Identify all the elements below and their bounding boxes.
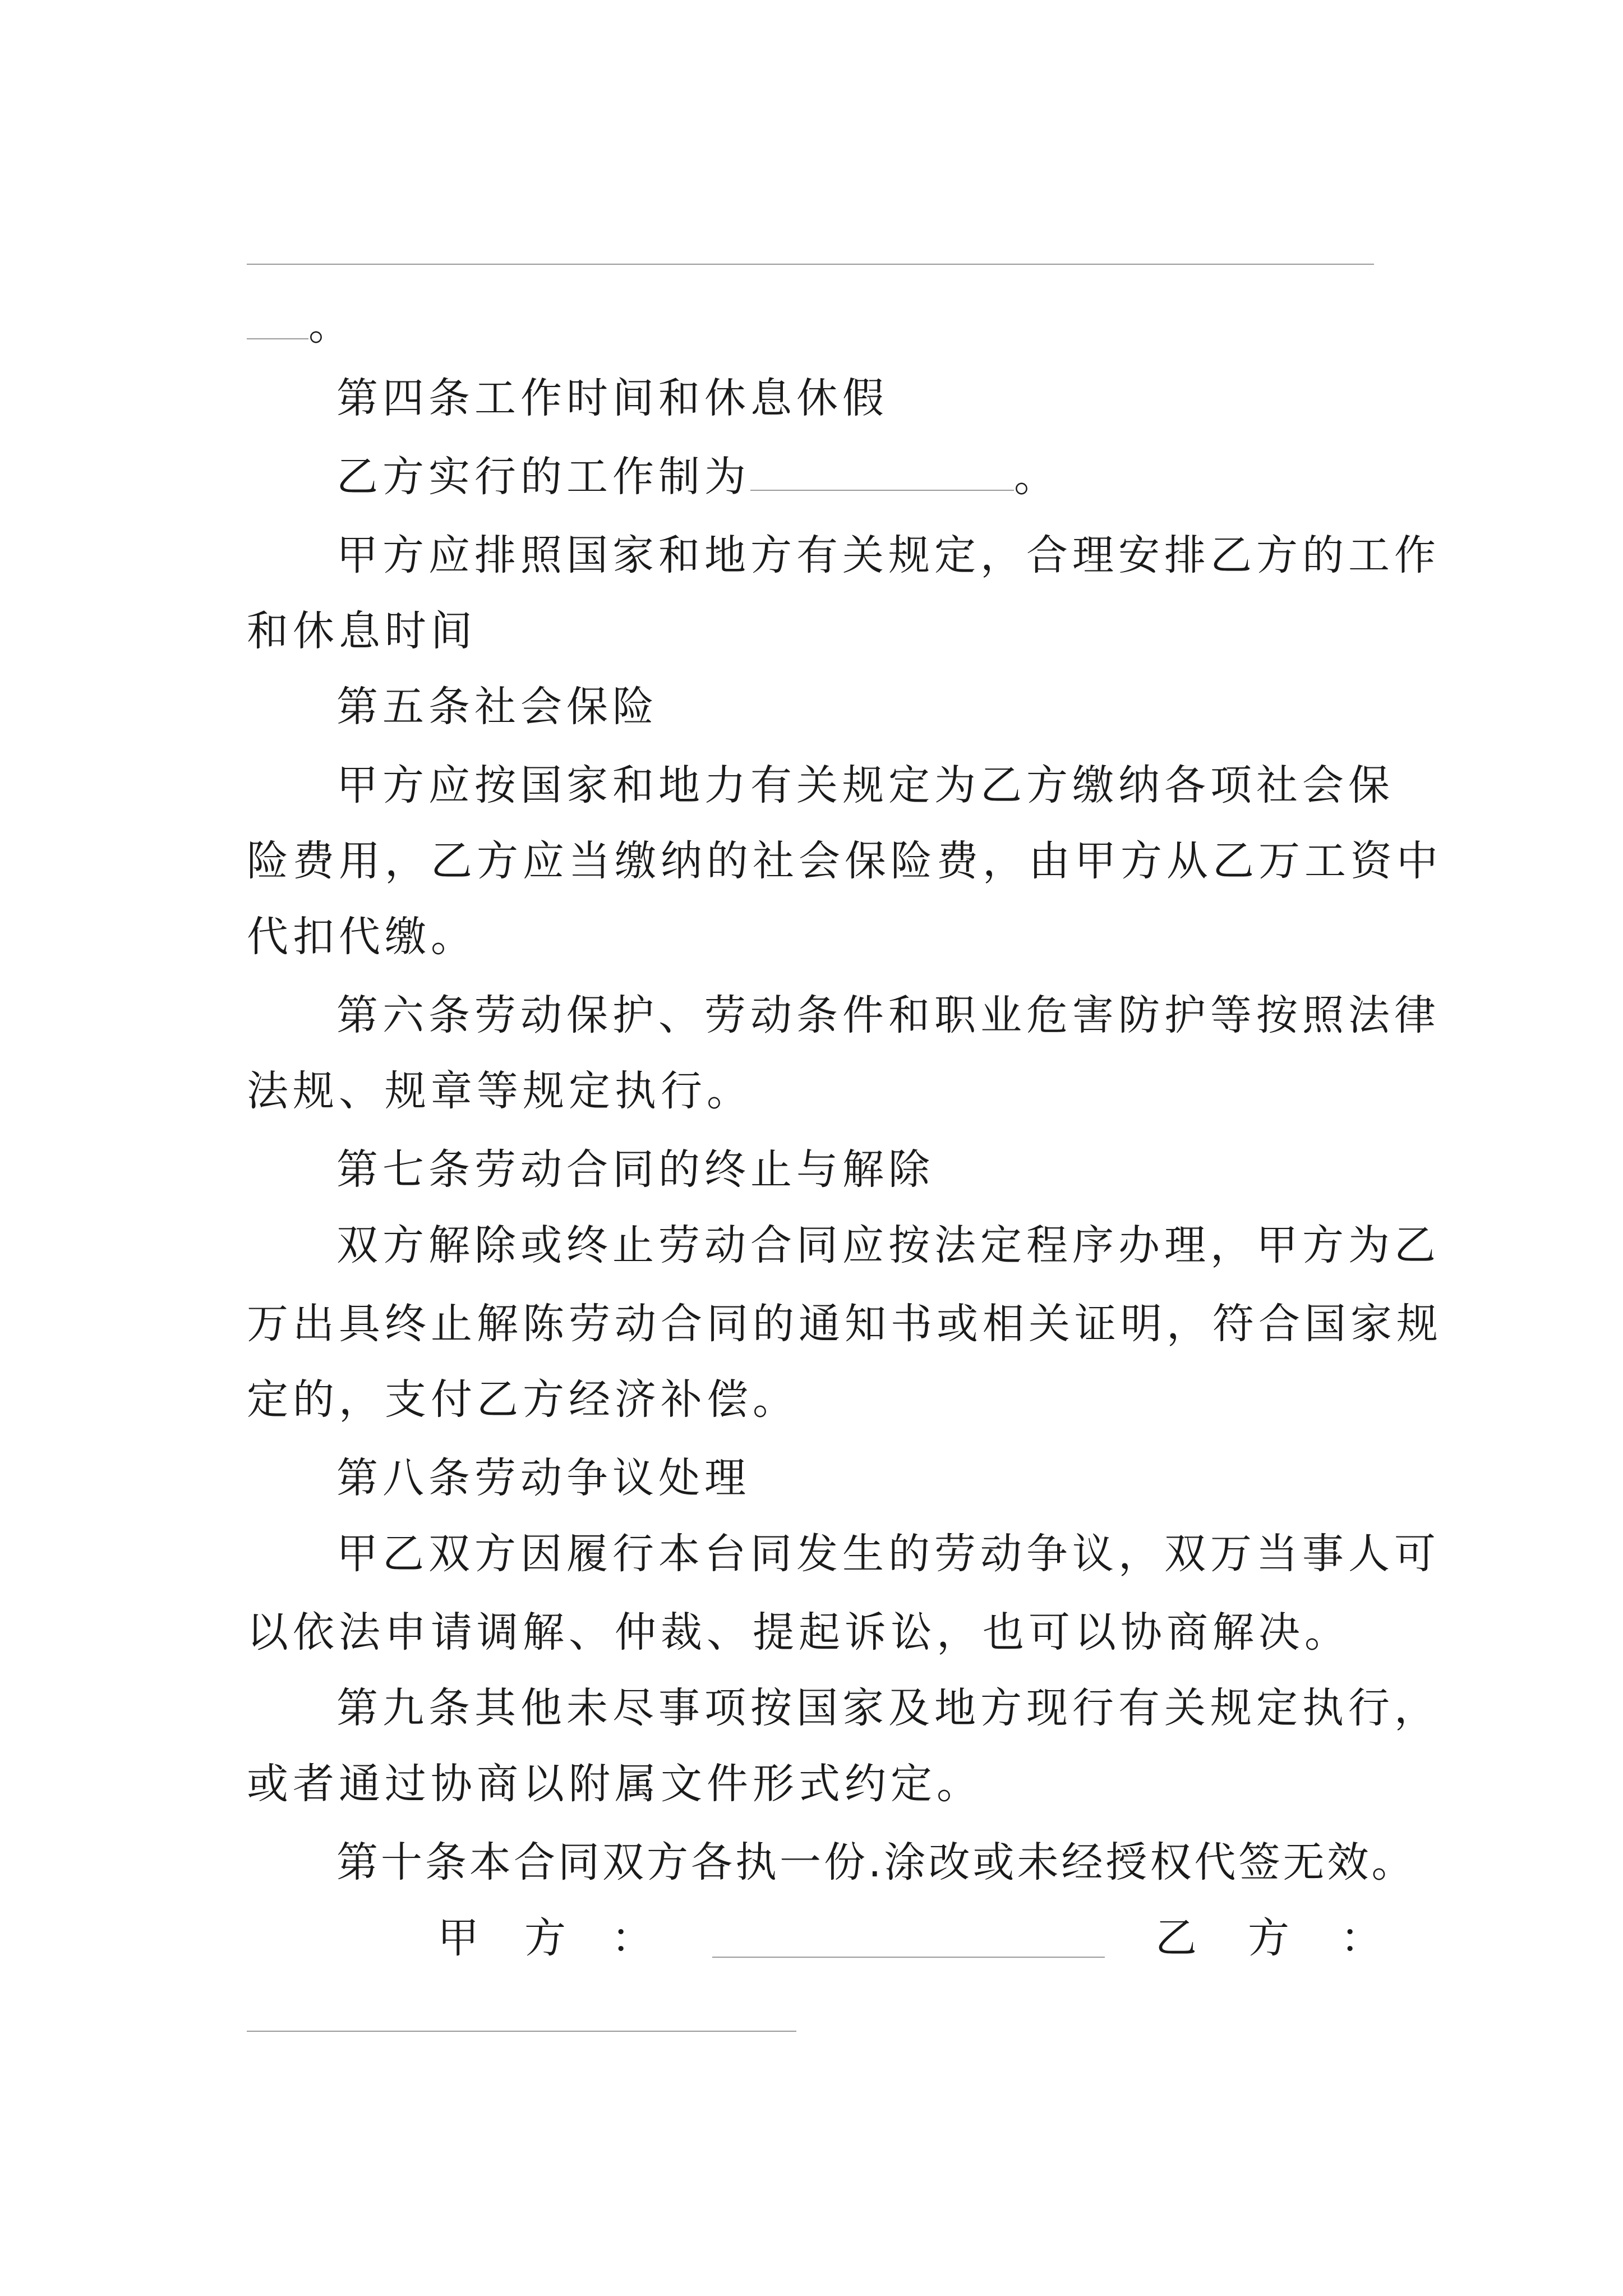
article-9-line-1: 第九条其他未尽事项按国家及地方现行有关规定执行， bbox=[336, 1684, 1440, 1732]
article-5-line-2: 险费用，乙方应当缴纳的社会保险费，由甲方从乙万工资中 bbox=[247, 837, 1442, 885]
party-a-char-1: 甲 bbox=[437, 1914, 479, 1962]
work-system-label: 乙方实行的工作制为 bbox=[336, 453, 750, 501]
work-system-line bbox=[336, 449, 1481, 505]
party-a-signature-line bbox=[712, 1957, 1105, 1958]
article-8-title: 第八条劳动争议处理 bbox=[336, 1454, 750, 1502]
article-5-title: 第五条社会保险 bbox=[336, 683, 658, 731]
party-b-colon: ： bbox=[1340, 1914, 1382, 1962]
work-system-blank bbox=[750, 450, 1014, 491]
article-4-title: 第四条工作时间和休息休假 bbox=[336, 374, 888, 422]
article-8-line-1: 甲乙双方因履行本台同发生的劳动争议，双万当事人可 bbox=[336, 1530, 1440, 1578]
fill-in-blank bbox=[247, 299, 308, 339]
article-5-line-1: 甲方应按国家和地力有关规定为乙方缴纳各项社会保 bbox=[336, 761, 1394, 809]
article-7-line-2: 万出具终止解陈劳动合同的通知书或相关证明，符合国家规 bbox=[247, 1300, 1442, 1348]
article-6-line-1: 第六条劳动保护、劳动条件和职业危害防护等按照法律 bbox=[336, 991, 1440, 1039]
work-system-period: 。 bbox=[1014, 453, 1060, 501]
article-6-line-2: 法规、规章等规定执行。 bbox=[247, 1067, 753, 1115]
article-4-line-2: 和休息时间 bbox=[247, 607, 477, 655]
party-b-signature-line bbox=[247, 2031, 796, 2032]
previous-clause-fragment bbox=[247, 297, 1391, 353]
article-9-line-2: 或者通过协商以附属文件形式约定。 bbox=[247, 1760, 983, 1808]
article-5-line-3: 代扣代缴。 bbox=[247, 913, 477, 961]
article-7-line-3: 定的，支付乙方经济补偿。 bbox=[247, 1375, 799, 1424]
article-8-line-2: 以依法申请调解、仲裁、提起诉讼，也可以协商解决。 bbox=[247, 1608, 1350, 1657]
fill-in-rule-top bbox=[247, 264, 1374, 265]
party-b-char-1: 乙 bbox=[1155, 1914, 1197, 1962]
fragment-period: 。 bbox=[308, 301, 354, 349]
party-a-char-2: 方 bbox=[524, 1914, 566, 1962]
article-7-title: 第七条劳动合同的终止与解除 bbox=[336, 1145, 934, 1194]
party-b-char-2: 方 bbox=[1248, 1914, 1289, 1962]
party-a-colon: ： bbox=[611, 1914, 653, 1962]
article-4-line-1: 甲方应排照国家和地方有关规定，合理安排乙方的工作 bbox=[336, 531, 1440, 579]
article-10-line-1: 第十条本合同双方各执一份.涂改或未经授权代签无效。 bbox=[336, 1838, 1416, 1887]
article-7-line-1: 双方解除或终止劳动合同应按法定程序办理，甲方为乙 bbox=[336, 1221, 1440, 1269]
